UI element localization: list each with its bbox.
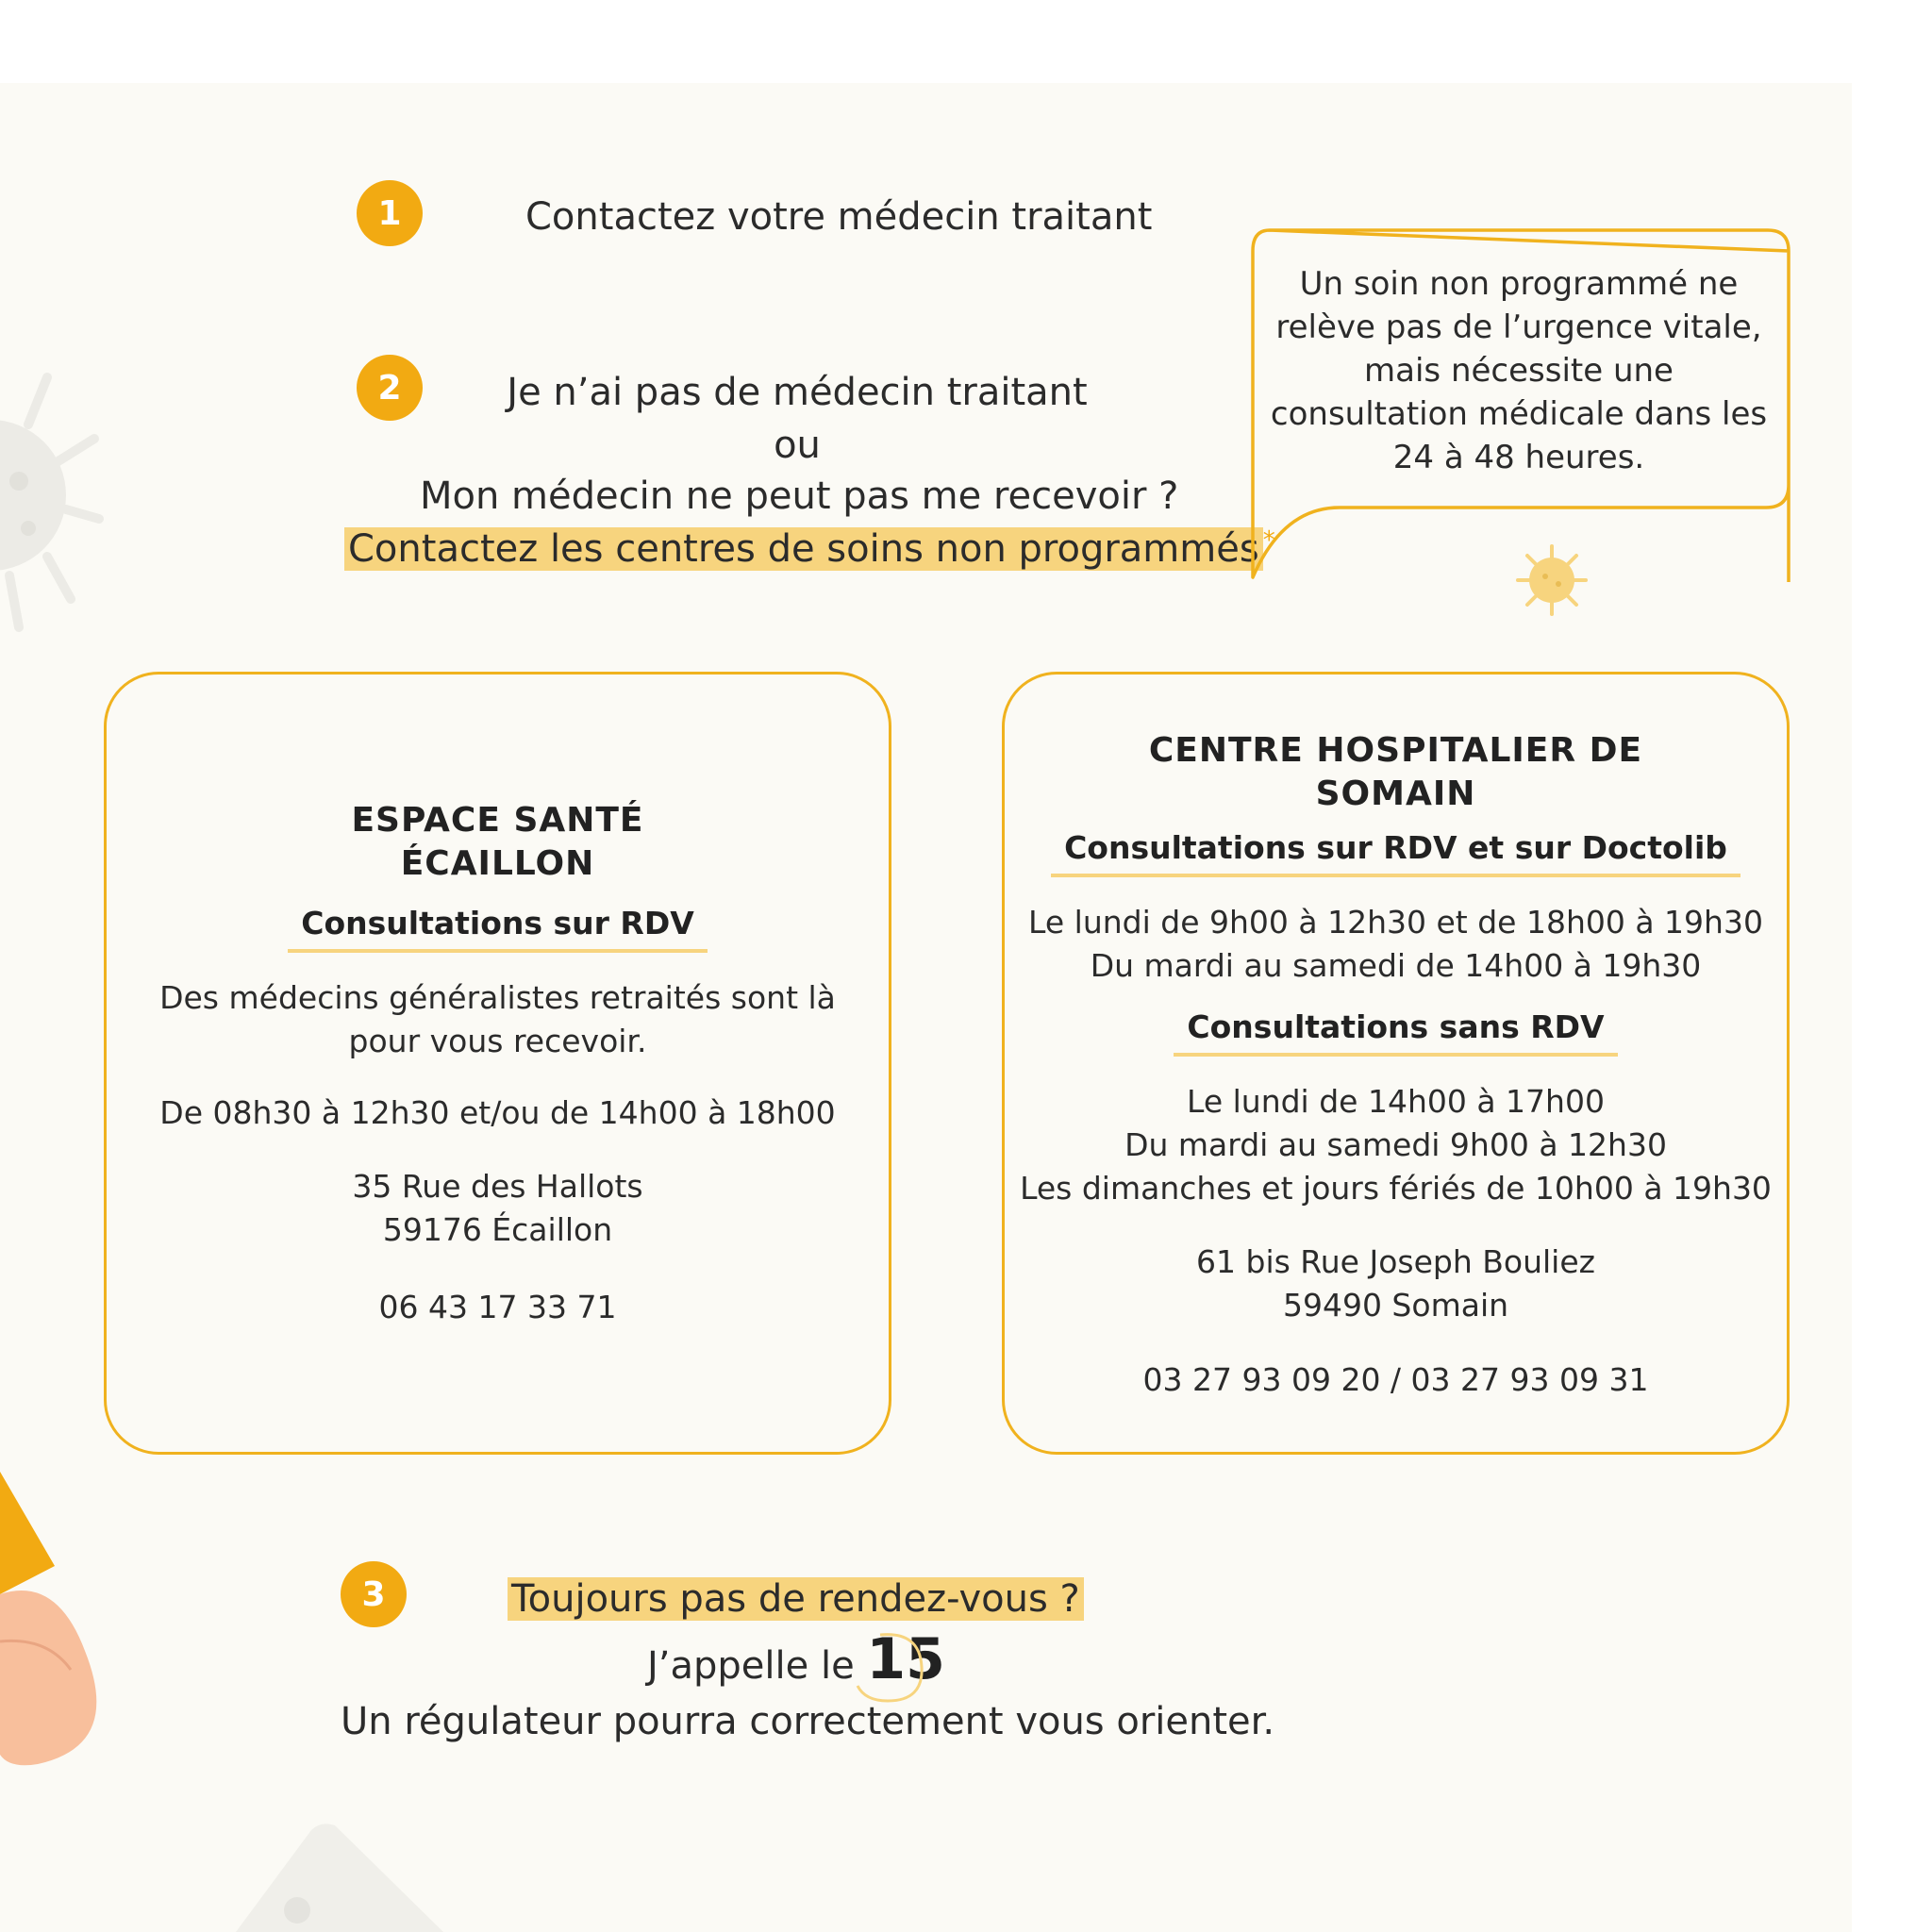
card-right-rdv <box>1005 901 1787 988</box>
card-left-title-2: ÉCAILLON <box>400 844 595 883</box>
card-left-hours-wrap <box>107 1091 889 1135</box>
card-left-desc-2: pour vous recevoir. <box>348 1023 647 1059</box>
card-left-desc <box>107 976 889 1063</box>
step-3-highlight <box>508 1577 1084 1621</box>
step-2-badge: 2 <box>357 355 423 421</box>
card-right-walkin-2: Du mardi au samedi 9h00 à 12h30 <box>1124 1126 1667 1163</box>
number-circle-decoration <box>842 1629 927 1705</box>
step-2-line2: ou <box>774 424 821 467</box>
card-right-rdv-1: Le lundi de 9h00 à 12h30 et de 18h00 à 19h30 <box>1028 904 1763 941</box>
step-3-footer: Un régulateur pourra correctement vous orienter. <box>341 1700 1275 1743</box>
step-1-text: Contactez votre médecin traitant <box>525 195 1153 239</box>
card-left-address-2: 59176 Écaillon <box>382 1211 613 1248</box>
card-right-walkin-3: Les dimanches et jours fériés de 10h00 à 19h30 <box>1020 1170 1772 1207</box>
virus-icon <box>0 358 104 632</box>
step-2-line1: Je n’ai pas de médecin traitant <box>507 371 1088 414</box>
card-left-address <box>107 1165 889 1252</box>
step-1-badge: 1 <box>357 180 423 246</box>
card-right-walkin <box>1005 1080 1787 1210</box>
card-left-phone-wrap <box>107 1286 889 1329</box>
card-left-desc-1: Des médecins généralistes retraités sont là <box>159 979 836 1016</box>
highlight-text: Contactez les centres de soins non programmés <box>344 527 1263 571</box>
card-centre-hospitalier <box>1002 672 1790 1455</box>
step-2-line3: Mon médecin ne peut pas me recevoir ? <box>420 475 1179 518</box>
step-2-highlight <box>344 526 1275 571</box>
hand-illustration-icon <box>0 1472 113 1774</box>
card-left-title-1: ESPACE SANTÉ <box>351 801 644 840</box>
card-left-hours: De 08h30 à 12h30 et/ou de 14h00 à 18h00 <box>159 1094 836 1131</box>
emergency-number: 15 <box>866 1626 945 1692</box>
card-right-subtitle1-wrap <box>1005 829 1787 877</box>
card-right-subtitle1: Consultations sur RDV et sur Doctolib <box>1051 829 1740 877</box>
card-espace-sante <box>104 672 891 1455</box>
card-left-address-1: 35 Rue des Hallots <box>352 1168 643 1205</box>
card-right-title-1: CENTRE HOSPITALIER DE <box>1148 731 1643 770</box>
card-right-title-2: SOMAIN <box>1315 774 1476 813</box>
card-right-walkin-1: Le lundi de 14h00 à 17h00 <box>1187 1083 1605 1120</box>
card-left-subtitle-wrap <box>107 905 889 953</box>
card-right-address <box>1005 1241 1787 1327</box>
card-right-phone: 03 27 93 09 20 / 03 27 93 09 31 <box>1142 1361 1649 1398</box>
bubble-text: Un soin non programmé ne relève pas de l’urgence vitale, mais nécessite une consultation médicale dans les 24 à 48 heures. <box>1270 265 1768 476</box>
step-3-badge: 3 <box>341 1561 407 1627</box>
card-left-phone: 06 43 17 33 71 <box>378 1289 617 1325</box>
phone-icon <box>208 1821 453 1932</box>
card-right-phone-wrap <box>1005 1358 1787 1402</box>
card-right-address-2: 59490 Somain <box>1282 1287 1509 1324</box>
card-left-subtitle: Consultations sur RDV <box>288 905 708 953</box>
card-right-address-1: 61 bis Rue Joseph Bouliez <box>1196 1243 1595 1280</box>
card-right-subtitle2-wrap <box>1005 1008 1787 1057</box>
card-right-subtitle2: Consultations sans RDV <box>1174 1008 1617 1057</box>
asterisk: * <box>1262 526 1275 555</box>
highlight-text: Toujours pas de rendez-vous ? <box>508 1577 1084 1621</box>
call-prefix: J’appelle le <box>647 1644 855 1688</box>
card-right-rdv-2: Du mardi au samedi de 14h00 à 19h30 <box>1090 947 1702 984</box>
